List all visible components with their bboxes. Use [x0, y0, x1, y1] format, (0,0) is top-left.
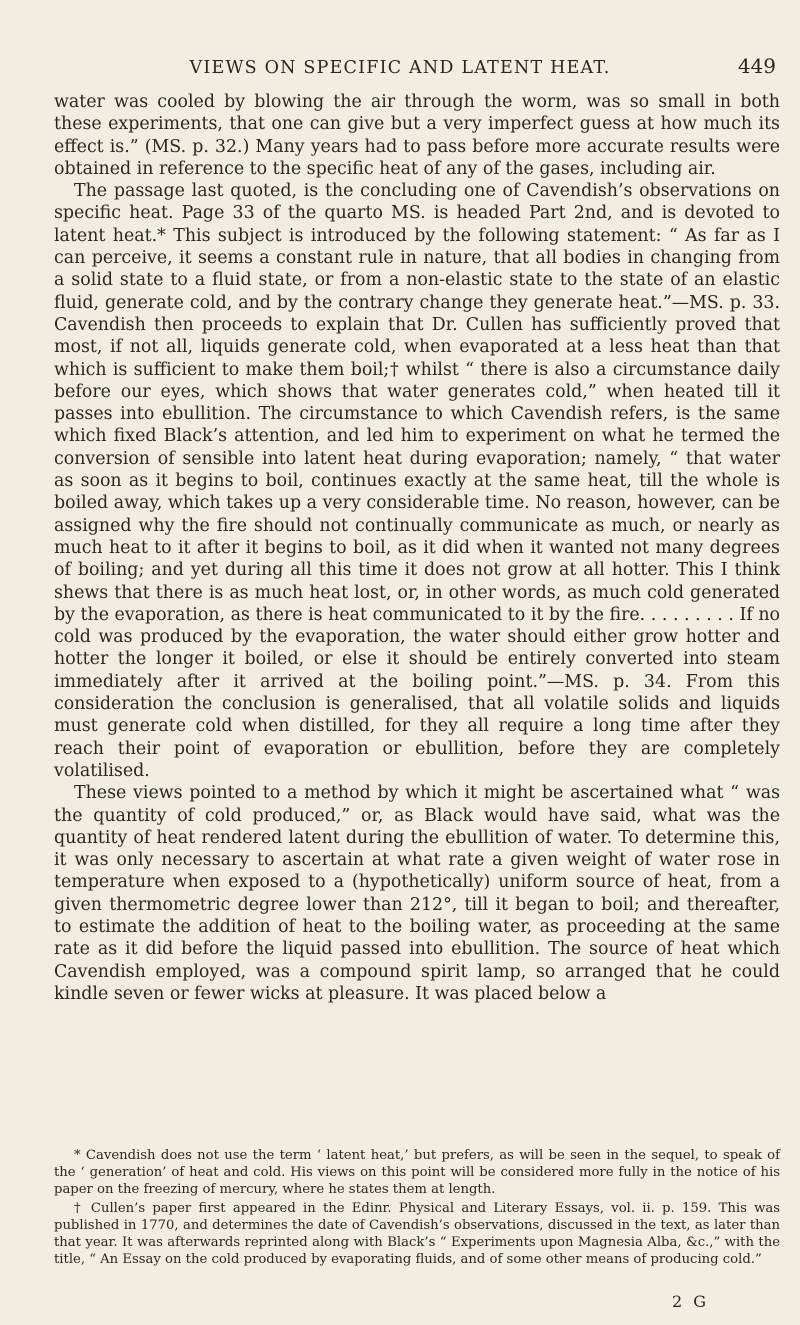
page-number: 449 [737, 54, 776, 78]
paragraph-continuation: water was cooled by blowing the air through the worm, was so small in both these experiments, that one can give but a very imperfect guess at how much its effect is.” (MS. p. 32.) Many years had to pass before more accurate results were obtained in reference to the specific heat of any of the gases, including air. [54, 92, 780, 179]
running-head [0, 54, 800, 88]
signature-mark: 2 G [672, 1292, 710, 1311]
footnotes [54, 1147, 780, 1269]
footnote-cullen-paper: † Cullen’s paper first appeared in the Edinr. Physical and Literary Essays, vol. ii. p. 159. This was published in 1770, and determines the date of Cavendish’s observations, discussed in the text, as later than that year. It was afterwards reprinted along with Black’s “ Experiments upon Magnesia Alba, &c.,” with the title, “ An Essay on the cold produced by evaporating fluids, and of some other means of producing cold.” [54, 1200, 780, 1268]
footnote-latent-heat-term: * Cavendish does not use the term ‘ latent heat,’ but prefers, as will be seen in the sequel, to speak of the ‘ generation’ of heat and cold. His views on this point will be considered more fully in the notice of his paper on the freezing of mercury, where he states them at length. [54, 1148, 780, 1198]
running-title: VIEWS ON SPECIFIC AND LATENT HEAT. [189, 58, 611, 78]
paragraph-latent-heat: The passage last quoted, is the concluding one of Cavendish’s observations on specific heat. Page 33 of the quarto MS. is headed Part 2nd, and is devoted to latent heat.* This subject is introduced by the following statement: “ As far as I can perceive, it seems a constant rule in nature, that all bodies in changing from a solid state to a fluid state, or from a non-elastic state to the state of an elastic fluid, generate cold, and by the contrary change they generate heat.”—MS. p. 33. Cavendish then proceeds to explain that Dr. Cullen has sufficiently proved that most, if not all, liquids generate cold, when evaporated at a less heat than that which is sufficient to make them boil;† whilst “ there is also a circumstance daily before our eyes, which shows that water generates cold,” when heated till it passes into ebullition. The circumstance to which Cavendish refers, is the same which fixed Black’s attention, and led him to experiment on what he termed the conversion of sensible into latent heat during evaporation; namely, “ that water as soon as it begins to boil, continues exactly at the same heat, till the whole is boiled away, which takes up a very considerable time. No reason, however, can be assigned why the fire should not continually communicate as much, or nearly as much heat to it after it begins to boil, as it did when it wanted not many degrees of boiling; and yet during all this time it does not grow at all hotter. This I think shews that there is as much heat lost, or, in other words, as much cold generated by the evaporation, as there is heat communicated to it by the fire. . . . . . . . . If no cold was produced by the evaporation, the water should either grow hotter and hotter the longer it boiled, or else it should be entirely converted into steam immediately after it arrived at the boiling point.”—MS. p. 34. From this consideration the conclusion is generalised, that all volatile solids and liquids must generate cold when distilled, for they all require a long time after they reach their point of evaporation or ebullition, before they are completely volatilised. [54, 181, 780, 781]
paragraph-method: These views pointed to a method by which it might be ascertained what “ was the quantity of cold produced,” or, as Black would have said, what was the quantity of heat rendered latent during the ebullition of water. To determine this, it was only necessary to ascertain at what rate a given weight of water rose in temperature when exposed to a (hypothetically) uniform source of heat, from a given thermometric degree lower than 212°, till it began to boil; and thereafter, to estimate the addition of heat to the boiling water, as proceeding at the same rate as it did before the liquid passed into ebullition. The source of heat which Cavendish employed, was a compound spirit lamp, so arranged that he could kindle seven or fewer wicks at pleasure. It was placed below a [54, 783, 780, 1004]
body-text [54, 91, 780, 1005]
